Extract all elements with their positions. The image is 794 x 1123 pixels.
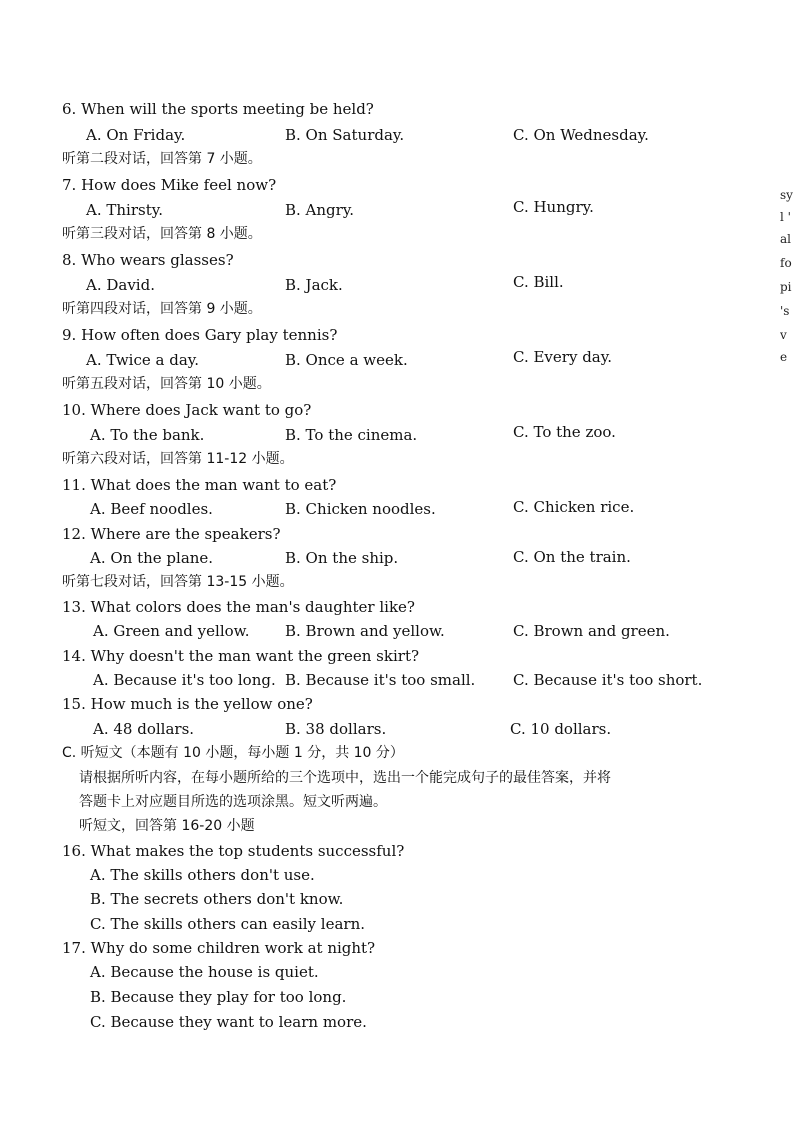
part-c-sub-instruction: 听短文，回答第 16-20 小题	[79, 818, 255, 834]
section-4-instruction: 听第四段对话，回答第 9 小题。	[62, 301, 262, 317]
question-7-option-c: C. Hungry.	[513, 198, 594, 216]
part-c-instruction-line-2: 答题卡上对应题目所选的选项涂黑。短文听两遍。	[79, 794, 387, 810]
question-11-stem: 11. What does the man want to eat?	[62, 476, 337, 494]
edge-fragment: e	[780, 350, 788, 364]
question-13-stem: 13. What colors does the man's daughter like?	[62, 598, 415, 616]
question-14-option-b: B. Because it's too small.	[285, 671, 476, 689]
question-16-option-c: C. The skills others can easily learn.	[90, 915, 366, 933]
question-11-option-a: A. Beef noodles.	[90, 500, 213, 518]
question-14-option-c: C. Because it's too short.	[513, 671, 703, 689]
question-7-option-a: A. Thirsty.	[86, 201, 163, 219]
question-17-option-c: C. Because they want to learn more.	[90, 1013, 367, 1031]
question-17-stem: 17. Why do some children work at night?	[62, 939, 376, 957]
question-12-stem: 12. Where are the speakers?	[62, 525, 281, 543]
question-15-stem: 15. How much is the yellow one?	[62, 695, 313, 713]
question-9-option-c: C. Every day.	[513, 348, 612, 366]
question-13-option-b: B. Brown and yellow.	[285, 622, 445, 640]
edge-fragment: pi	[780, 280, 792, 294]
question-13-option-c: C. Brown and green.	[513, 622, 670, 640]
edge-fragment: al	[780, 232, 791, 246]
question-12-option-a: A. On the plane.	[90, 549, 214, 567]
question-10-option-b: B. To the cinema.	[285, 426, 418, 444]
section-2-instruction: 听第二段对话，回答第 7 小题。	[62, 151, 262, 167]
question-15-option-a: A. 48 dollars.	[93, 720, 195, 738]
question-17-option-a: A. Because the house is quiet.	[90, 963, 319, 981]
question-10-option-a: A. To the bank.	[90, 426, 205, 444]
question-6-option-c: C. On Wednesday.	[513, 126, 649, 144]
question-9-option-b: B. Once a week.	[285, 351, 408, 369]
question-10-stem: 10. Where does Jack want to go?	[62, 401, 312, 419]
section-7-instruction: 听第七段对话，回答第 13-15 小题。	[62, 574, 294, 590]
question-15-option-b: B. 38 dollars.	[285, 720, 387, 738]
question-7-stem: 7. How does Mike feel now?	[62, 176, 277, 194]
question-8-option-b: B. Jack.	[285, 276, 343, 294]
question-16-option-b: B. The secrets others don't know.	[90, 890, 344, 908]
edge-fragment: sy	[780, 188, 793, 202]
question-14-stem: 14. Why doesn't the man want the green skirt?	[62, 647, 420, 665]
question-14-option-a: A. Because it's too long.	[93, 671, 276, 689]
section-6-instruction: 听第六段对话，回答第 11-12 小题。	[62, 451, 294, 467]
edge-fragment: fo	[780, 256, 792, 270]
question-13-option-a: A. Green and yellow.	[93, 622, 250, 640]
question-16-stem: 16. What makes the top students successful?	[62, 842, 405, 860]
edge-fragment: l '	[780, 210, 791, 224]
question-8-stem: 8. Who wears glasses?	[62, 251, 234, 269]
question-7-option-b: B. Angry.	[285, 201, 355, 219]
part-c-heading: C. 听短文（本题有 10 小题，每小题 1 分，共 10 分）	[62, 745, 404, 761]
section-3-instruction: 听第三段对话，回答第 8 小题。	[62, 226, 262, 242]
question-6-option-a: A. On Friday.	[86, 126, 186, 144]
question-8-option-c: C. Bill.	[513, 273, 564, 291]
question-10-option-c: C. To the zoo.	[513, 423, 616, 441]
question-16-option-a: A. The skills others don't use.	[90, 866, 315, 884]
question-8-option-a: A. David.	[86, 276, 155, 294]
question-11-option-c: C. Chicken rice.	[513, 498, 635, 516]
edge-fragment: 's	[780, 304, 790, 318]
question-9-option-a: A. Twice a day.	[86, 351, 200, 369]
question-12-option-b: B. On the ship.	[285, 549, 399, 567]
question-6-stem: 6. When will the sports meeting be held?	[62, 100, 374, 118]
question-6-option-b: B. On Saturday.	[285, 126, 405, 144]
question-12-option-c: C. On the train.	[513, 548, 631, 566]
edge-fragment: v	[780, 328, 787, 342]
question-9-stem: 9. How often does Gary play tennis?	[62, 326, 338, 344]
question-11-option-b: B. Chicken noodles.	[285, 500, 436, 518]
part-c-instruction-line-1: 请根据所听内容，在每小题所给的三个选项中，选出一个能完成句子的最佳答案，并将	[79, 770, 611, 786]
question-17-option-b: B. Because they play for too long.	[90, 988, 347, 1006]
question-15-option-c: C. 10 dollars.	[510, 720, 612, 738]
section-5-instruction: 听第五段对话，回答第 10 小题。	[62, 376, 271, 392]
